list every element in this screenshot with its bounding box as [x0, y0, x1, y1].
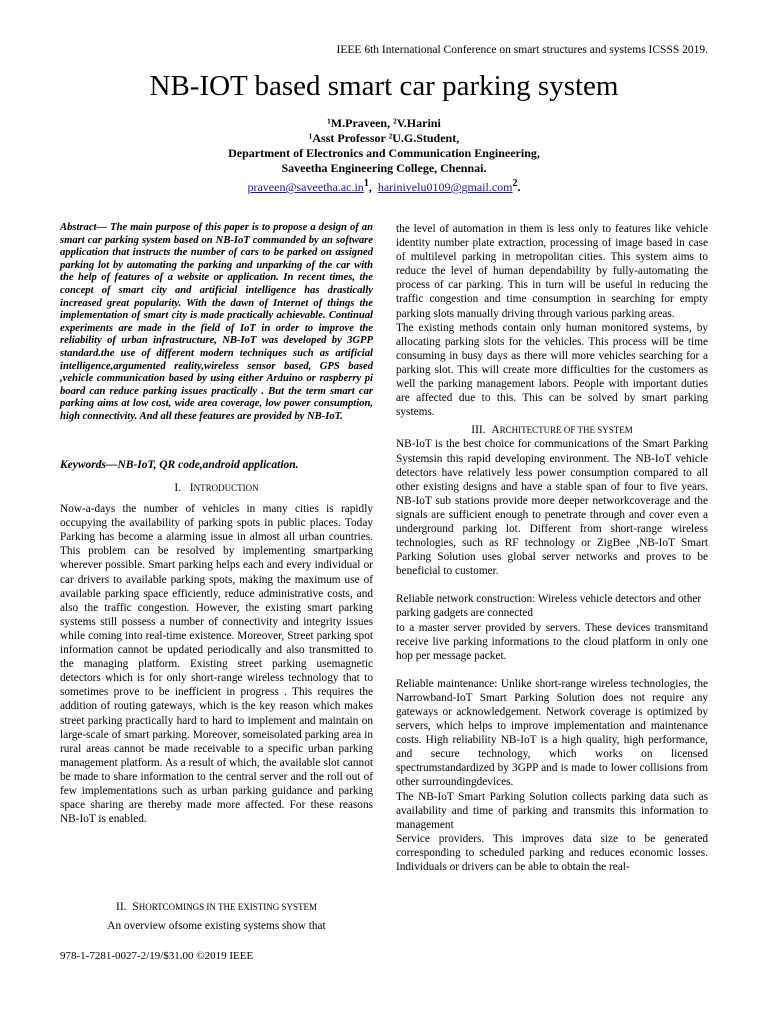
- paragraph-service-providers: Service providers. This improves data size to be generated corresponding to scheduled parking and reduces economic losses. Individuals or drivers can be able to obtain the real-: [396, 832, 708, 874]
- paragraph-maintenance: Reliable maintenance: Unlike short-range wireless technologies, the Narrowband-IoT Smart Parking Solution does not require any gateways or acknowledgement. Network coverage is optimized by servers, which helps to improve implementation and maintenance costs. High reliability NB-IoT is a high quality, high performance, and secure technology, which works on licensed spectrumstandardized by 3GPP and is made to lower collisions from other surroundingdevices.: [396, 677, 708, 789]
- section-introduction: [60, 481, 373, 826]
- shortcomings-text: An overview ofsome existing systems show that: [107, 920, 326, 933]
- email-link-2[interactable]: harinivelu0109@gmail.com: [377, 180, 513, 194]
- section-heading-introduction: I. INTRODUCTION: [174, 482, 259, 494]
- conference-header: IEEE 6th International Conference on smart structures and systems ICSSS 2019.: [336, 44, 708, 56]
- introduction-text: Now-a-days the number of vehicles in many cities is rapidly occupying the availability of parking spots in public places. Today Parking has become a alarming issue in almost all urban countries. This problem can be resolved by implementing smartparking wherever possible. Smart parking helps each and every individual or car drivers to available parking spots, making the maximum use of available parking space efficiently, reduce administrative costs, and also the traffic congestion. However, the existing smart parking systems still possess a number of connectivity and integrity issues while coming into real-time existence. Moreover, Street parking spot information cannot be updated periodically and also transmitted to the managing platform. Existing street parking usemagnetic detectors which is for only short-range wireless technology that to sometimes prove to be inefficient in progress . This requires the addition of routing gateways, which is the key reason which makes street parking practically hard to hard to implement and maintain on large-scale of smart parking. Moreover, someisolated parking area in rural areas cannot be made receivable to a specific urban parking management platform. As a result of which, the available slot cannot be made to share information to the central server and the roll out of few implementations such as urban parking guidance and parking space sharing are thereby made more affected. For these reasons NB-IoT is enabled.: [60, 503, 373, 826]
- author-block: [0, 116, 768, 195]
- abstract: Abstract— The main purpose of this paper is to propose a design of an smart car parking system based on NB-IoT commanded by an software application that instructs the number of cars to be parked on assigned parking lot by automating the parking and unparking of the car with the help of features of a website or application. In recent times, the concept of smart city and artificial intelligence has drastically increased great popularity. With the dawn of Internet of things the implementation of smart city is made practically achievable. Continual experiments are made in the field of IoT in order to improve the reliability of urban infrastructure, NB-IoT was developed by 3GPP standard.the use of different modern techniques such as artificial intelligence,argumented reality,wireless sensor based, GPS based ,vehicle communication based by using either Arduino or raspberry pi board can reduce parking issues practically . But the term smart car parking aims at low cost, wide area coverage, low power consumption, high connectivity. And all these features are provided by NB-IoT.: [60, 222, 373, 422]
- author-roles: ¹Asst Professor ²U.G.Student,: [308, 131, 460, 145]
- keywords: Keywords—NB-IoT, QR code,android application.: [60, 459, 299, 471]
- paragraph-architecture: NB-IoT is the best choice for communications of the Smart Parking Systemsin this rapid developing environment. The NB-IoT vehicle detectors have relatively less power consumption compared to all other existing designs and have a stable span of four to five years. NB-IoT sub stations provide more deeper networkcoverage and the signals are sufficient enough to penetrate through and cover even a underground parking lot. Different from short-range wireless technologies, such as RF technology or ZigBee ,NB-IoT Smart Parking Solution uses global server networks and proves to be beneficial to customer.: [396, 438, 708, 578]
- paragraph-automation: the level of automation in them is less only to features like vehicle identity number plate extraction, processing of image based in case of multilevel parking in metropolitan cities. This system aims to reduce the level of human dependability by fully-automating the process of car parking. This in turn will be useful in reducing the traffic congestion and time consumption in searching for empty parking slots manually driving through various parking areas.: [396, 223, 708, 320]
- section-heading-shortcomings: II. SHORTCOMINGS IN THE EXISTING SYSTEM: [116, 901, 317, 913]
- paragraph-network-b: to a master server provided by servers. These devices transmitand receive live parking informations to the cloud platform in only one hop per message packet.: [396, 621, 708, 662]
- paper-title: NB-IOT based smart car parking system: [149, 70, 619, 102]
- author-names: ¹M.Praveen, ²V.Harini: [327, 116, 441, 130]
- section-shortcomings: [60, 900, 373, 933]
- author-institution: Saveetha Engineering College, Chennai.: [281, 161, 487, 175]
- paragraph-network-a: Reliable network construction: Wireless vehicle detectors and other parking gadgets are connected: [396, 593, 702, 620]
- author-emails: $praveen@saveetha.ac.in^1$, harinivelu0109@gmail.com$^2$.: [247, 178, 521, 194]
- author-department: Department of Electronics and Communication Engineering,: [228, 146, 540, 160]
- email-link-1[interactable]: praveen@saveetha.ac.in: [247, 180, 364, 194]
- copyright-footer: 978-1-7281-0027-2/19/$31.00 ©2019 IEEE: [60, 950, 254, 962]
- section-heading-architecture: III. ARCHITECTURE OF THE SYSTEM: [471, 424, 633, 437]
- paragraph-data-collection: The NB-IoT Smart Parking Solution collects parking data such as availability and time of parking and transmits this information to management: [396, 790, 708, 831]
- right-column: [396, 222, 708, 874]
- paragraph-existing-methods: The existing methods contain only human monitored systems, by allocating parking slots for the vehicles. This process will be time consuming in busy days as there will more vehicles searching for a parking slot. This will create more difficulties for the customers as well the parking management labors. People with important duties are affected due to this. This can be solved by smart parking systems.: [396, 321, 708, 419]
